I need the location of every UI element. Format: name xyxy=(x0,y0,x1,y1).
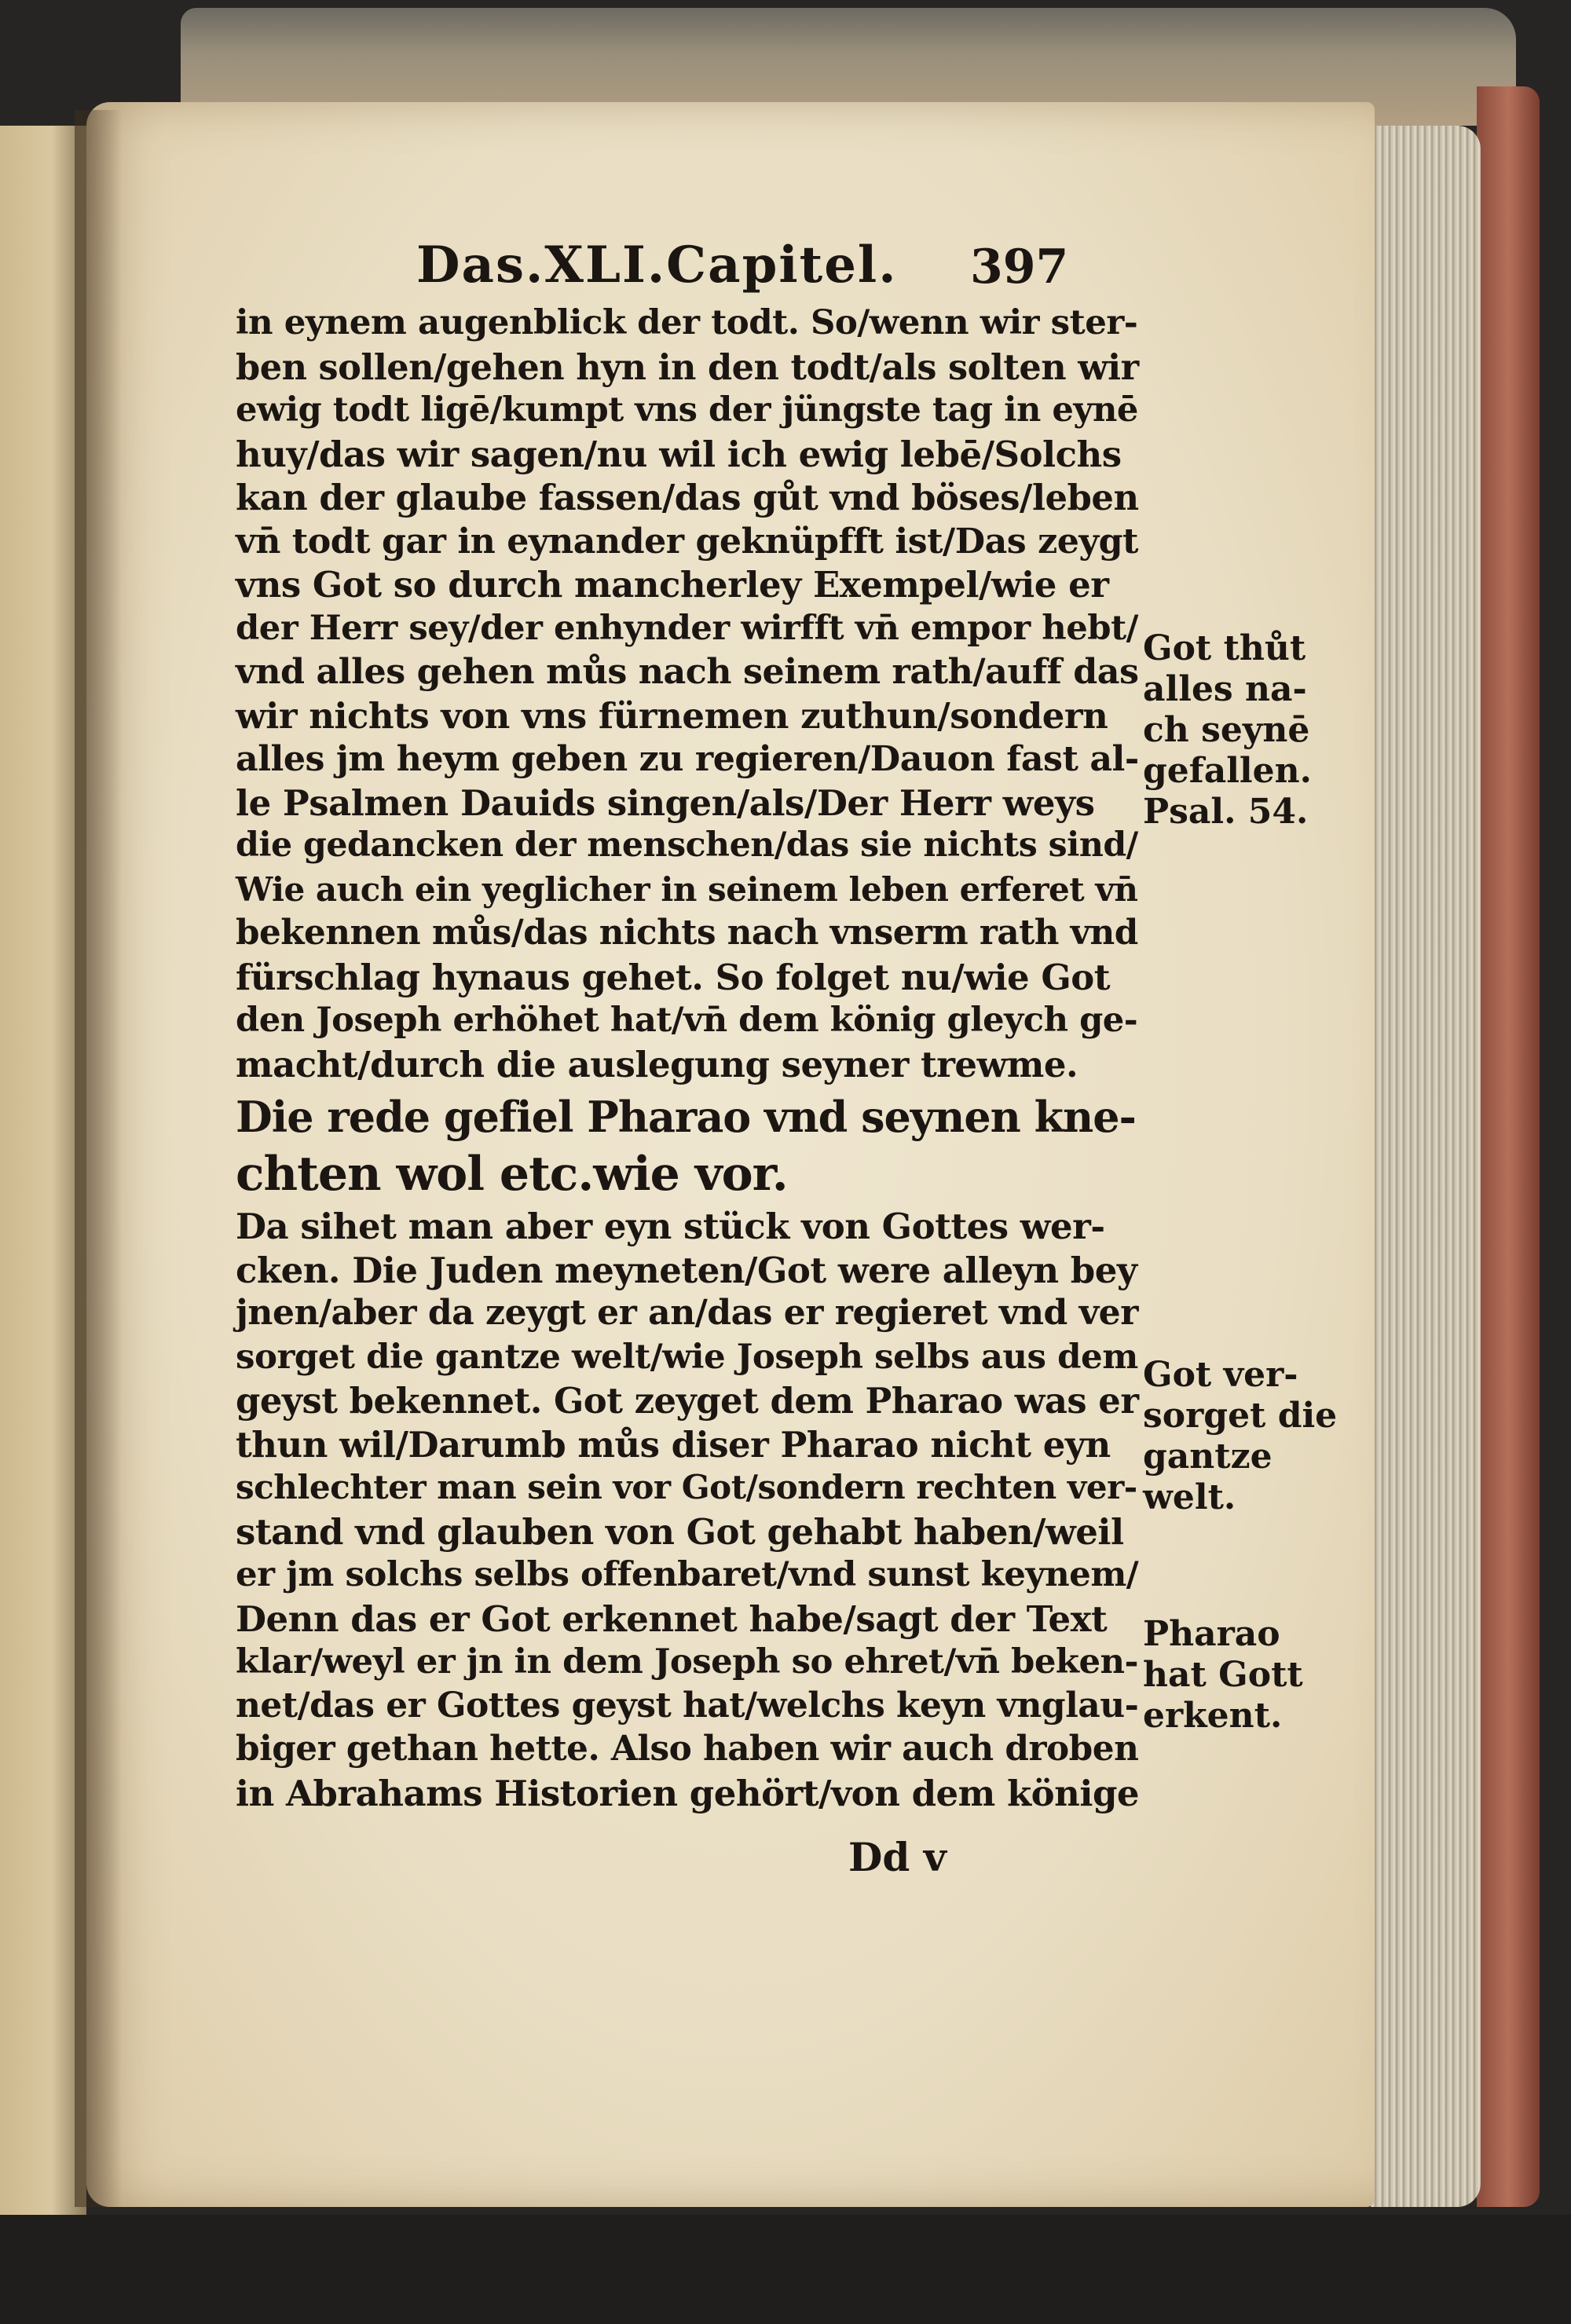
text-line: net/das er Gottes geyst hat/welchs keyn vnglau- xyxy=(236,1685,1139,1726)
margin-note-line: sorget die xyxy=(1143,1396,1338,1436)
text-line: den Joseph erhöhet hat/vn̄ dem könig gleych ge- xyxy=(236,1000,1138,1040)
page-number: 397 xyxy=(970,240,1069,295)
text-line: schlechter man sein vor Got/sondern rechten ver- xyxy=(236,1467,1137,1506)
margin-note-line: gefallen. xyxy=(1143,751,1312,791)
page-fore-edge xyxy=(1371,126,1481,2207)
text-line: huy/das wir sagen/nu wil ich ewig lebē/Solchs xyxy=(236,433,1122,475)
book-cover-edge xyxy=(1477,86,1540,2207)
margin-note-line: gantze xyxy=(1143,1436,1273,1477)
margin-note-line: Got ver- xyxy=(1143,1355,1298,1395)
text-line: sorget die gantze welt/wie Joseph selbs aus dem xyxy=(236,1336,1138,1377)
text-line: fürschlag hynaus gehet. So folget nu/wie Got xyxy=(236,956,1111,998)
text-line: ewig todt ligē/kumpt vns der jüngste tag in eynē xyxy=(236,390,1138,430)
text-line: stand vnd glauben von Got gehabt haben/weil xyxy=(236,1510,1124,1553)
text-line: in Abrahams Historien gehört/von dem könige xyxy=(236,1772,1140,1814)
text-line: macht/durch die auslegung seyner trewme. xyxy=(236,1043,1078,1085)
margin-note-line: Pharao xyxy=(1143,1614,1280,1654)
text-line: le Psalmen Dauids singen/als/Der Herr weys xyxy=(236,781,1095,824)
text-line: bekennen můs/das nichts nach vnserm rath vnd xyxy=(236,913,1138,953)
margin-note-line: Psal. 54. xyxy=(1143,792,1309,832)
text-line: vn̄ todt gar in eynander geknüpfft ist/Das zeygt xyxy=(236,520,1138,562)
text-line: der Herr sey/der enhynder wirfft vn̄ empor hebt/ xyxy=(236,607,1138,648)
margin-note-line: hat Gott xyxy=(1143,1655,1303,1695)
margin-note-line: alles na- xyxy=(1143,669,1307,709)
text-line: Denn das er Got erkennet habe/sagt der Text xyxy=(236,1598,1108,1640)
text-line: ben sollen/gehen hyn in den todt/als solten wir xyxy=(236,346,1139,388)
text-line: Da sihet man aber eyn stück von Gottes wer- xyxy=(236,1206,1105,1247)
text-line: cken. Die Juden meyneten/Got were alleyn bey xyxy=(236,1249,1137,1291)
text-line: die gedancken der menschen/das sie nichts sind/ xyxy=(236,825,1138,865)
text-line: thun wil/Darumb můs diser Pharao nicht eyn xyxy=(236,1423,1111,1466)
heading-line: chten wol etc.wie vor. xyxy=(236,1147,788,1202)
text-line: vns Got so durch mancherley Exempel/wie er xyxy=(236,564,1109,606)
signature-mark: Dd v xyxy=(848,1834,947,1880)
text-line: in eynem augenblick der todt. So/wenn wir ster- xyxy=(236,302,1138,342)
facing-page-edge xyxy=(0,126,86,2231)
text-line: klar/weyl er jn in dem Joseph so ehret/vn̄ beken- xyxy=(236,1641,1138,1682)
text-line: jnen/aber da zeygt er an/das er regieret vnd ver xyxy=(236,1293,1138,1333)
text-line: Wie auch ein yeglicher in seinem leben erferet vn̄ xyxy=(236,869,1138,909)
page-gutter-shadow xyxy=(75,110,122,2207)
heading-line: Die rede gefiel Pharao vnd seynen kne- xyxy=(236,1092,1136,1142)
bottom-shadow xyxy=(0,2215,1571,2324)
text-line: er jm solchs selbs offenbaret/vnd sunst keynem/ xyxy=(236,1554,1139,1594)
text-line: geyst bekennet. Got zeyget dem Pharao was er xyxy=(236,1380,1139,1422)
text-line: kan der glaube fassen/das gůt vnd böses/leben xyxy=(236,477,1139,518)
text-line: biger gethan hette. Also haben wir auch droben xyxy=(236,1729,1139,1769)
margin-note-line: ch seynē xyxy=(1143,710,1310,750)
running-head: Das.XLI.Capitel. xyxy=(416,236,898,295)
margin-note-line: welt. xyxy=(1143,1477,1236,1517)
margin-note-line: erkent. xyxy=(1143,1696,1283,1736)
margin-note-line: Got thůt xyxy=(1143,628,1306,668)
text-line: alles jm heym geben zu regieren/Dauon fast al- xyxy=(236,738,1139,779)
text-line: wir nichts von vns fürnemen zuthun/sondern xyxy=(236,694,1108,737)
text-line: vnd alles gehen můs nach seinem rath/auff das xyxy=(236,651,1139,692)
